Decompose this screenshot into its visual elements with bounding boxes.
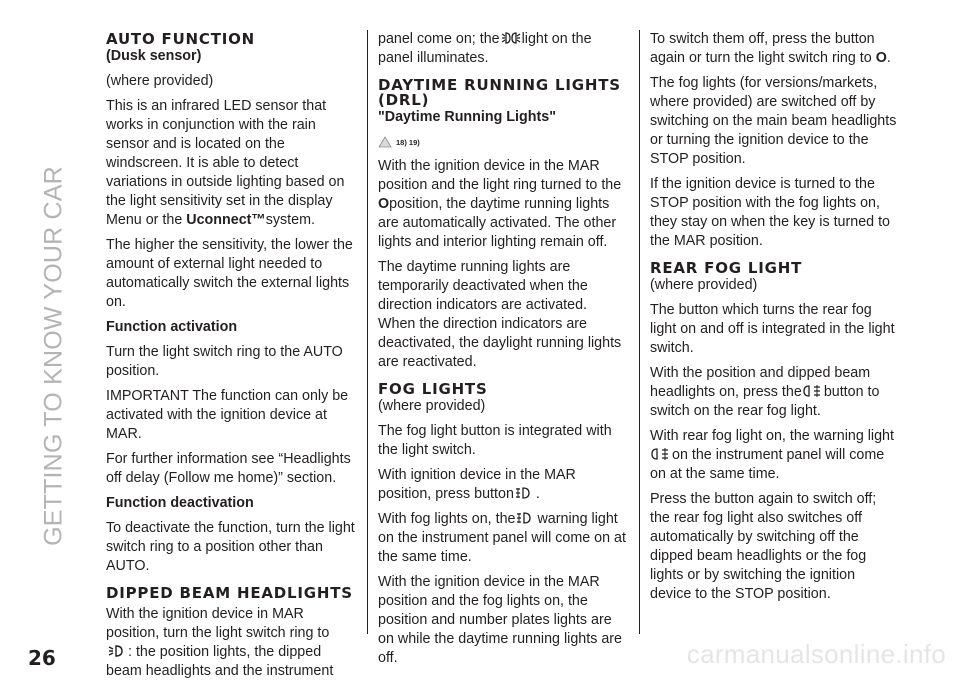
paragraph: If the ignition device is turned to the STOP position with the fog lights on, they stay on when the key is turned to the MAR position.	[650, 176, 891, 249]
paragraph: With rear fog light on, the warning light on the instrument panel will come on at the same time.	[650, 428, 894, 482]
paragraph: IMPORTANT The function can only be activated with the ignition device at MAR.	[106, 388, 349, 442]
paragraph: With ignition device in the MAR position, press button .	[378, 467, 576, 502]
watermark: carmanualsonline.info	[686, 639, 946, 669]
column-divider-2	[639, 30, 640, 634]
position-lights-icon	[106, 644, 128, 658]
paragraph: Press the button again to switch off; the rear fog light also switches off automatically by switching off the dipped beam headlights or the fog lights or by switching the ignition device to the STOP position.	[650, 491, 877, 602]
where-provided-note: (where provided)	[650, 277, 758, 293]
warning-triangle-icon	[378, 136, 392, 148]
paragraph: Turn the light switch ring to the AUTO position.	[106, 344, 343, 379]
where-provided-note: (where provided)	[106, 73, 214, 89]
heading-dipped-beam: DIPPED BEAM HEADLIGHTS	[106, 584, 353, 602]
rear-fog-light-button-icon	[802, 384, 824, 398]
reference-numbers: 18) 19)	[396, 137, 420, 147]
fog-light-button-icon	[514, 486, 536, 500]
page-number: 26	[28, 646, 56, 670]
paragraph: To deactivate the function, turn the light switch ring to a position other than AUTO.	[106, 520, 355, 574]
paragraph: panel come on; the light on the panel illuminates.	[378, 31, 592, 66]
paragraph: With the ignition device in MAR position, turn the light switch ring to : the position lights, the dipped beam headlights and the instrument	[106, 606, 334, 679]
heading-daytime-running-lights: DAYTIME RUNNING LIGHTS (DRL)	[378, 76, 621, 109]
column-2	[378, 30, 628, 674]
paragraph: With fog lights on, the warning light on the instrument panel will come on at the same time.	[378, 511, 626, 565]
ring-position-o: O	[875, 50, 887, 66]
column-1	[106, 30, 356, 687]
ring-position-o: O	[378, 196, 390, 212]
paragraph: To switch them off, press the button again or turn the light switch ring to O.	[650, 31, 891, 66]
paragraph: The fog light button is integrated with the light switch.	[378, 423, 612, 458]
position-lights-indicator-icon	[500, 31, 522, 45]
uconnect-term: Uconnect™	[186, 212, 266, 228]
heading-fog-lights: FOG LIGHTS	[378, 380, 488, 398]
paragraph: The higher the sensitivity, the lower the amount of external light needed to automatically switch the external lights on.	[106, 237, 353, 310]
subheading-dusk-sensor: (Dusk sensor)	[106, 48, 202, 64]
paragraph: With the ignition device in the MAR position and the light ring turned to the Oposition, the daytime running lights are automatically activated. The other lights and interior lighting remain off.	[378, 158, 622, 250]
fog-light-warning-icon	[515, 511, 537, 525]
paragraph: With the ignition device in the MAR position and the fog lights on, the position and number plates lights are on while the daytime running lights are off.	[378, 574, 622, 666]
paragraph: This is an infrared LED sensor that works in conjunction with the rain sensor and is located on the windscreen. It is able to detect variations in outside lighting based on the light sensitivity set in the display Menu or the Uconnect™system.	[106, 98, 345, 228]
subheading-drl-quote: "Daytime Running Lights"	[378, 109, 556, 125]
column-3	[650, 30, 900, 610]
subheading-function-activation: Function activation	[106, 319, 238, 335]
paragraph: With the position and dipped beam headlights on, press the button to switch on the rear fog light.	[650, 365, 880, 419]
rear-fog-light-warning-icon	[650, 447, 672, 461]
heading-auto-function: AUTO FUNCTION	[106, 30, 256, 48]
where-provided-note: (where provided)	[378, 398, 486, 414]
section-side-title: GETTING TO KNOW YOUR CAR	[39, 166, 68, 546]
paragraph: The fog lights (for versions/markets, where provided) are switched off by switching on the main beam headlights or turning the ignition device to the STOP position.	[650, 75, 897, 167]
column-divider-1	[367, 30, 368, 634]
warning-references	[378, 133, 628, 151]
subheading-function-deactivation: Function deactivation	[106, 495, 254, 511]
heading-rear-fog-light: REAR FOG LIGHT	[650, 259, 803, 277]
paragraph: For further information see “Headlights off delay (Follow me home)” section.	[106, 451, 351, 486]
paragraph: The daytime running lights are temporarily deactivated when the direction indicators are activated. When the direction indicators are deactivated, the daylight running lights are reactivated.	[378, 259, 622, 370]
paragraph: The button which turns the rear fog light on and off is integrated in the light switch.	[650, 302, 895, 356]
